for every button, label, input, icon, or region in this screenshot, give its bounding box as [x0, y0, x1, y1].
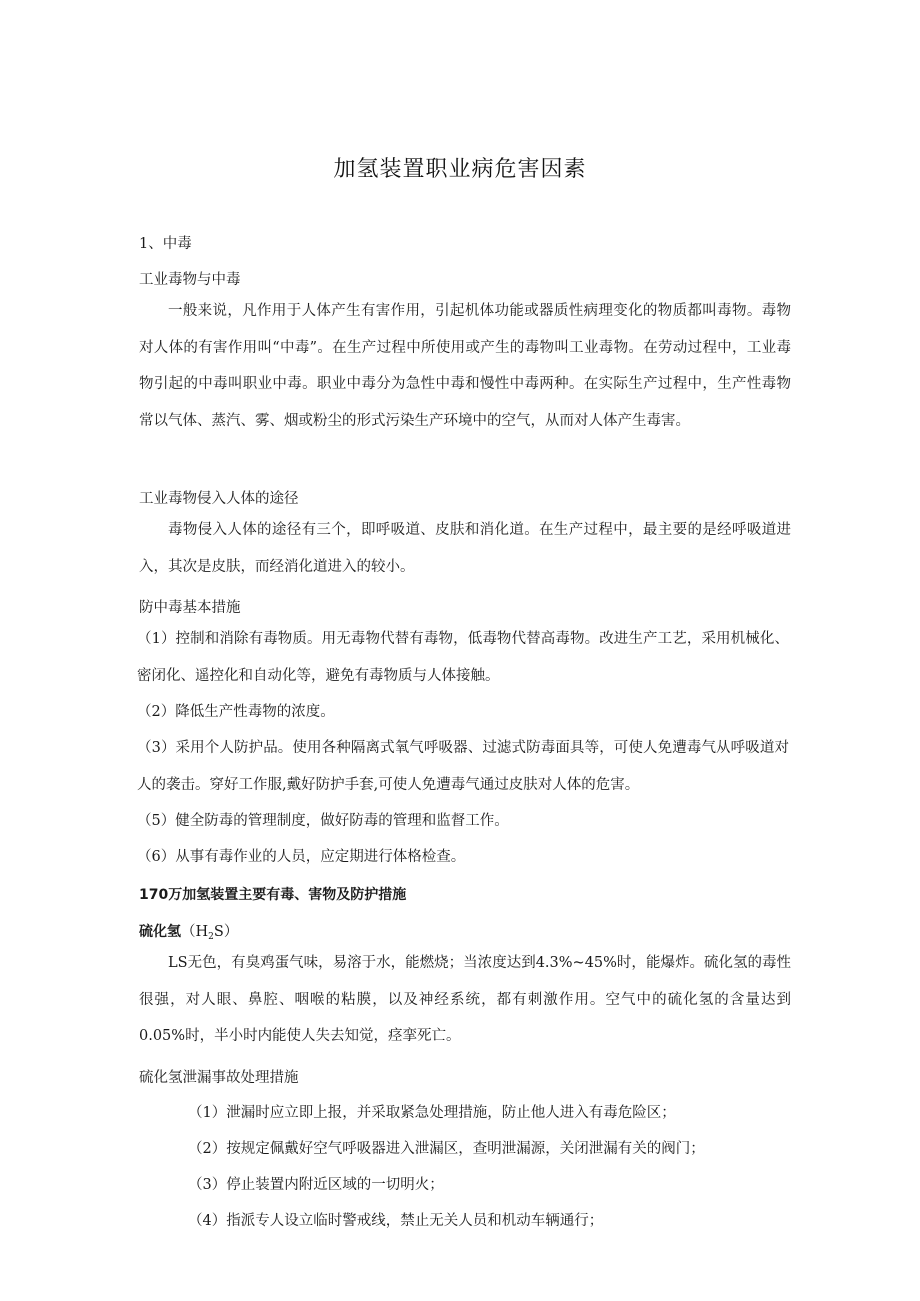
paragraph-entry-routes: 毒物侵入人体的途径有三个，即呼吸道、皮肤和消化道。在生产过程中，最主要的是经呼吸道进入，其次是皮肤，而经消化道进入的较小。 [139, 522, 791, 575]
leak-step-3: （3）停止装置内附近区域的一切明火； [188, 1177, 444, 1193]
document-title: 加氢装置职业病危害因素 [333, 157, 587, 182]
leak-step-1: （1）泄漏时应立即上报，并采取紧急处理措施，防止他人进入有毒危险区； [188, 1105, 676, 1121]
paragraph-h2s-properties: LS无色，有臭鸡蛋气味，易溶于水，能燃烧；当浓度达到4.3%~45%时，能爆炸。硫化氢的毒性很强，对人眼、鼻腔、咽喉的粘膜，以及神经系统，都有刺激作用。空气中的硫化氢的含量达到0.05%时，半小时内能使人失去知觉，痉挛死亡。 [139, 955, 791, 1044]
subheading-basic-measures: 防中毒基本措施 [139, 600, 241, 616]
subheading-hydrogen-sulfide [139, 920, 238, 942]
measure-item-2: （2）降低生产性毒物的浓度。 [137, 704, 335, 720]
subheading-entry-routes: 工业毒物侵入人体的途径 [139, 491, 299, 507]
h2s-formula-prefix: （H [181, 924, 209, 940]
leak-step-4: （4）指派专人设立临时警戒线，禁止无关人员和机动车辆通行； [188, 1213, 604, 1229]
measure-item-1: （1）控制和消除有毒物质。用无毒物代替有毒物，低毒物代替高毒物。改进生产工艺，采用机械化、密闭化、遥控化和自动化等，避免有毒物质与人体接触。 [137, 631, 789, 684]
section-heading-poisoning: 1、中毒 [139, 236, 192, 252]
leak-step-2: （2）按规定佩戴好空气呼吸器进入泄漏区，查明泄漏源，关闭泄漏有关的阀门； [188, 1141, 705, 1157]
h2s-formula-subscript: 2 [208, 932, 214, 942]
subheading-unit-toxicants: 170万加氢装置主要有毒、害物及防护措施 [139, 887, 407, 903]
subheading-industrial-toxicants: 工业毒物与中毒 [139, 272, 241, 288]
h2s-formula-suffix: S） [213, 924, 239, 940]
measure-item-6: （6）从事有毒作业的人员，应定期进行体格检查。 [137, 849, 466, 865]
paragraph-toxicant-definition: 一般来说，凡作用于人体产生有害作用，引起机体功能或器质性病理变化的物质都叫毒物。毒物对人体的有害作用叫“中毒”。在生产过程中所使用或产生的毒物叫工业毒物。在劳动过程中，工业毒物引起的中毒叫职业中毒。职业中毒分为急性中毒和慢性中毒两种。在实际生产过程中，生产性毒物常以气体、蒸汽、雾、烟或粉尘的形式污染生产环境中的空气，从而对人体产生毒害。 [139, 303, 791, 429]
measure-item-5: （5）健全防毒的管理制度，做好防毒的管理和监督工作。 [137, 813, 509, 829]
measure-item-3: （3）采用个人防护品。使用各种隔离式氧气呼吸器、过滤式防毒面具等，可使人免遭毒气从呼吸道对人的袭击。穿好工作服,戴好防护手套,可使人免遭毒气通过皮肤对人体的危害。 [137, 740, 789, 793]
h2s-heading-text: 硫化氢 [139, 924, 181, 940]
subheading-h2s-leak-handling: 硫化氢泄漏事故处理措施 [139, 1070, 299, 1086]
